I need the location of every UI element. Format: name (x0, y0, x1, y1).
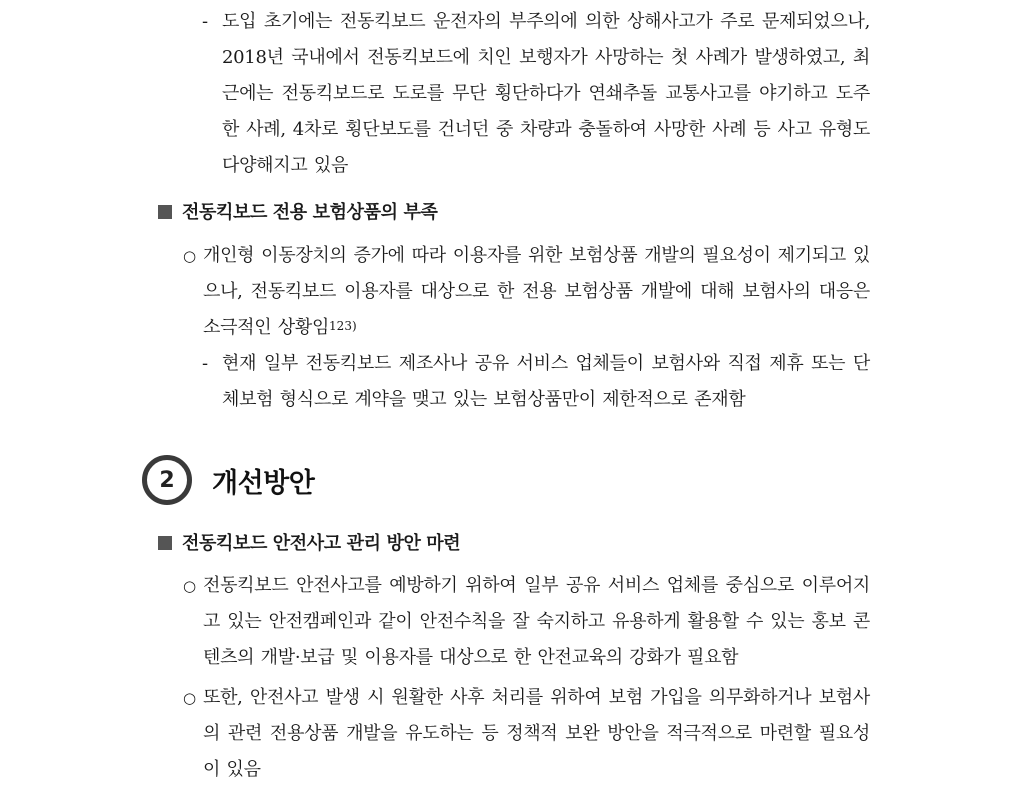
section-title (142, 454, 314, 506)
point-text: 또한, 안전사고 발생 시 원활한 사후 처리를 위하여 보험 가입을 의무화하거나 보험사의 관련 전용상품 개발을 유도하는 등 정책적 보완 방안을 적극적으로 마련할 필요성이 있음 (203, 687, 870, 780)
sub-point-text: 현재 일부 전동킥보드 제조사나 공유 서비스 업체들이 보험사와 직접 제휴 또는 단체보험 형식으로 계약을 맺고 있는 보험상품만이 제한적으로 존재함 (222, 353, 870, 410)
circle-marker: ○ (183, 689, 196, 707)
point-text: 전동킥보드 안전사고를 예방하기 위하여 일부 공유 서비스 업체를 중심으로 이루어지고 있는 안전캠페인과 같이 안전수칙을 잘 숙지하고 유용하게 활용할 수 있는 홍보 콘텐츠의 개발·보급 및 이용자를 대상으로 한 안전교육의 강화가 필요함 (203, 575, 870, 668)
heading-insurance-shortage (158, 200, 437, 226)
sub-point-existing-products (202, 346, 870, 418)
heading-text: 전동킥보드 안전사고 관리 방안 마련 (182, 533, 461, 554)
square-bullet-icon (158, 205, 172, 219)
point-mandatory-insurance (183, 680, 870, 788)
intro-bullet-text: 도입 초기에는 전동킥보드 운전자의 부주의에 의한 상해사고가 주로 문제되었으나, 2018년 국내에서 전동킥보드에 치인 보행자가 사망하는 첫 사례가 발생하였고, 최근에는 전동킥보드로 도로를 무단 횡단하다가 연쇄추돌 교통사고를 야기하고 도주한 사례, 4차로 횡단보도를 건너던 중 차량과 충돌하여 사망한 사례 등 사고 유형도 다양해지고 있음 (222, 11, 870, 176)
footnote-ref: 123) (329, 319, 357, 333)
heading-safety-management (158, 531, 460, 557)
section-number-badge: 2 (142, 455, 192, 505)
square-bullet-icon (158, 536, 172, 550)
circle-marker: ○ (183, 577, 196, 595)
circle-marker: ○ (183, 247, 196, 265)
point-insurance-demand (183, 238, 870, 346)
point-safety-education (183, 568, 870, 676)
section-title-text: 개선방안 (212, 467, 315, 499)
heading-text: 전동킥보드 전용 보험상품의 부족 (182, 202, 438, 223)
dash-marker: - (202, 353, 208, 374)
intro-dash-bullet (202, 4, 870, 184)
point-text: 개인형 이동장치의 증가에 따라 이용자를 위한 보험상품 개발의 필요성이 제기되고 있으나, 전동킥보드 이용자를 대상으로 한 전용 보험상품 개발에 대해 보험사의 대응은 소극적인 상황임 (203, 245, 870, 338)
dash-marker: - (202, 11, 208, 32)
